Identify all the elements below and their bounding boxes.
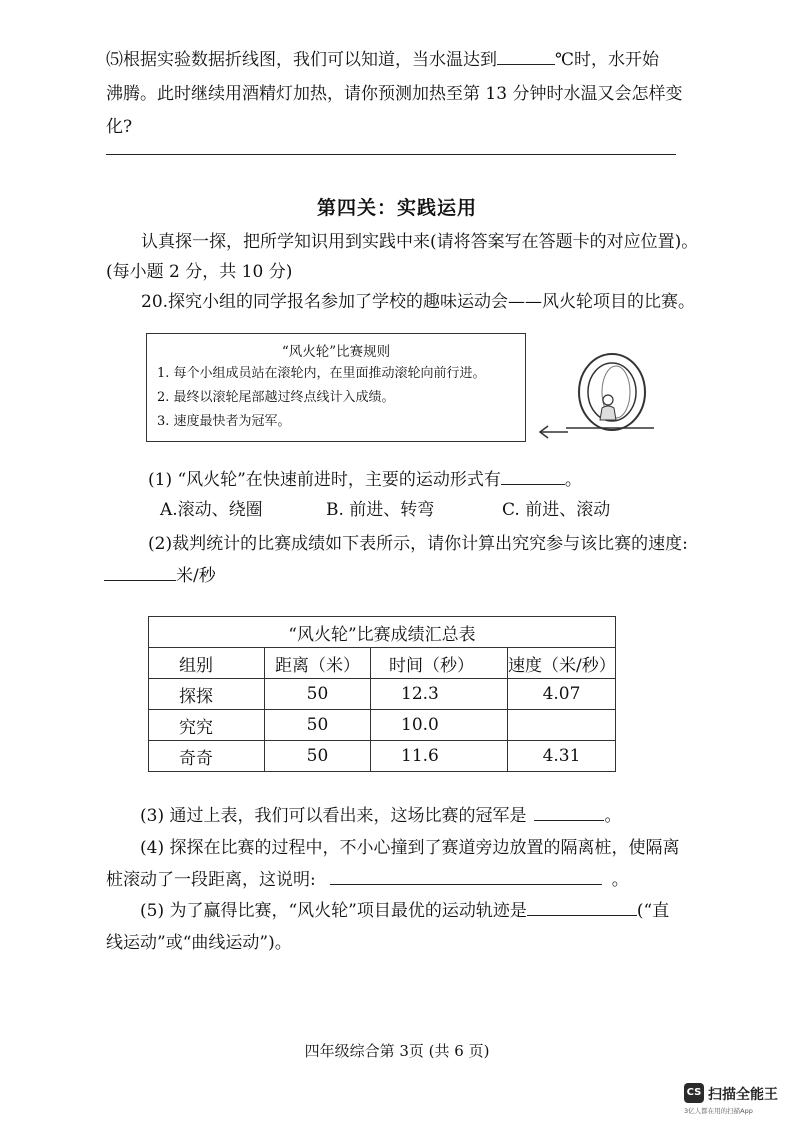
rules-title: “风火轮”比赛规则 [281,344,391,360]
table-cell: 奇奇 [149,741,265,772]
table-header-cell: 组别 [149,648,265,679]
table-row [149,679,616,710]
table-cell: 50 [265,710,371,741]
sub5-answer-blank[interactable] [527,899,637,916]
q5-line1-post: ℃时，水开始 [555,50,660,70]
sub2-unit: 米/秒 [176,566,216,586]
section-intro-line2: (每小题 2 分，共 10 分) [106,262,293,282]
q5-line3: 化? [106,117,133,137]
q5-line1-pre: ⑸根据实验数据折线图，我们可以知道，当水温达到 [106,50,497,70]
sub1-answer-blank[interactable] [501,468,565,485]
table-cell-empty[interactable] [508,710,616,741]
sub2-answer-line [104,562,216,590]
sub1-text: (1) “风火轮”在快速前进时，主要的运动形式有 [148,470,501,490]
sub1-line [148,466,582,494]
table-cell: 4.31 [508,741,616,772]
sub4-line2 [106,866,629,894]
sub1-option-a[interactable]: A.滚动、绕圈 [160,500,263,520]
rules-box [146,333,526,442]
sub3-end: 。 [604,806,622,826]
table-cell: 10.0 [371,710,508,741]
sub4-answer-blank[interactable] [330,868,602,885]
scanner-tagline: 3亿人都在用的扫描App [684,1107,753,1115]
scanner-logo-icon: CS [684,1083,704,1103]
q5-line2: 沸腾。此时继续用酒精灯加热，请你预测加热至第 13 分钟时水温又会怎样变 [106,84,683,104]
q20-text: 20.探究小组的同学报名参加了学校的趣味运动会——风火轮项目的比赛。 [141,292,696,312]
table-header-cell: 时间（秒） [371,648,508,679]
scanner-brand-name: 扫描全能王 [708,1087,778,1103]
rules-item: 2. 最终以滚轮尾部越过终点线计入成绩。 [157,390,395,405]
sub1-option-b[interactable]: B. 前进、转弯 [326,500,435,520]
sub3-text: (3) 通过上表，我们可以看出来，这场比赛的冠军是 [140,806,527,826]
sub2-text: (2)裁判统计的比赛成绩如下表所示，请你计算出究究参与该比赛的速度: [148,534,688,554]
sub1-option-c[interactable]: C. 前进、滚动 [502,500,611,520]
sub5-line1-pre: (5) 为了赢得比赛，“风火轮”项目最优的运动轨迹是 [140,901,527,921]
table-cell: 探探 [149,679,265,710]
q5-answer-line[interactable] [106,154,676,155]
table-title: “风火轮”比赛成绩汇总表 [149,617,616,648]
table-header-cell: 距离（米） [265,648,371,679]
sub5-line1-post: (“直 [636,901,670,921]
table-cell: 50 [265,741,371,772]
score-table [148,616,616,772]
table-cell: 11.6 [371,741,508,772]
section-intro-line1: 认真探一探，把所学知识用到实践中来(请将答案写在答题卡的对应位置)。 [141,232,699,252]
q5-line1 [106,46,659,74]
sub4-line1: (4) 探探在比赛的过程中，不小心撞到了赛道旁边放置的隔离桩，使隔离 [140,838,680,858]
wheel-icon [566,354,654,430]
table-row [149,710,616,741]
sub3-line [140,802,621,830]
table-cell: 50 [265,679,371,710]
rules-item: 3. 速度最快者为冠军。 [157,414,291,429]
table-header-cell: 速度（米/秒） [508,648,616,679]
table-cell: 4.07 [508,679,616,710]
sub4-line2-pre: 桩滚动了一段距离，这说明: [106,870,316,890]
table-cell: 究究 [149,710,265,741]
page-footer: 四年级综合第 3页 (共 6 页) [304,1042,490,1060]
sub5-line2: 线运动”或“曲线运动”)。 [106,933,292,953]
table-header-row [149,648,616,679]
q5-temperature-blank[interactable] [497,48,555,65]
rules-item: 1. 每个小组成员站在滚轮内，在里面推动滚轮向前行进。 [157,366,486,381]
sub5-line1 [140,897,669,925]
section-title: 第四关：实践运用 [316,197,477,219]
sub1-end: 。 [564,470,582,490]
left-arrow-icon [540,426,568,438]
sub4-line2-end: 。 [611,870,629,890]
sub3-answer-blank[interactable] [534,804,604,821]
table-row [149,741,616,772]
sub2-answer-blank[interactable] [104,564,176,581]
wheel-illustration [536,348,666,443]
table-cell: 12.3 [371,679,508,710]
